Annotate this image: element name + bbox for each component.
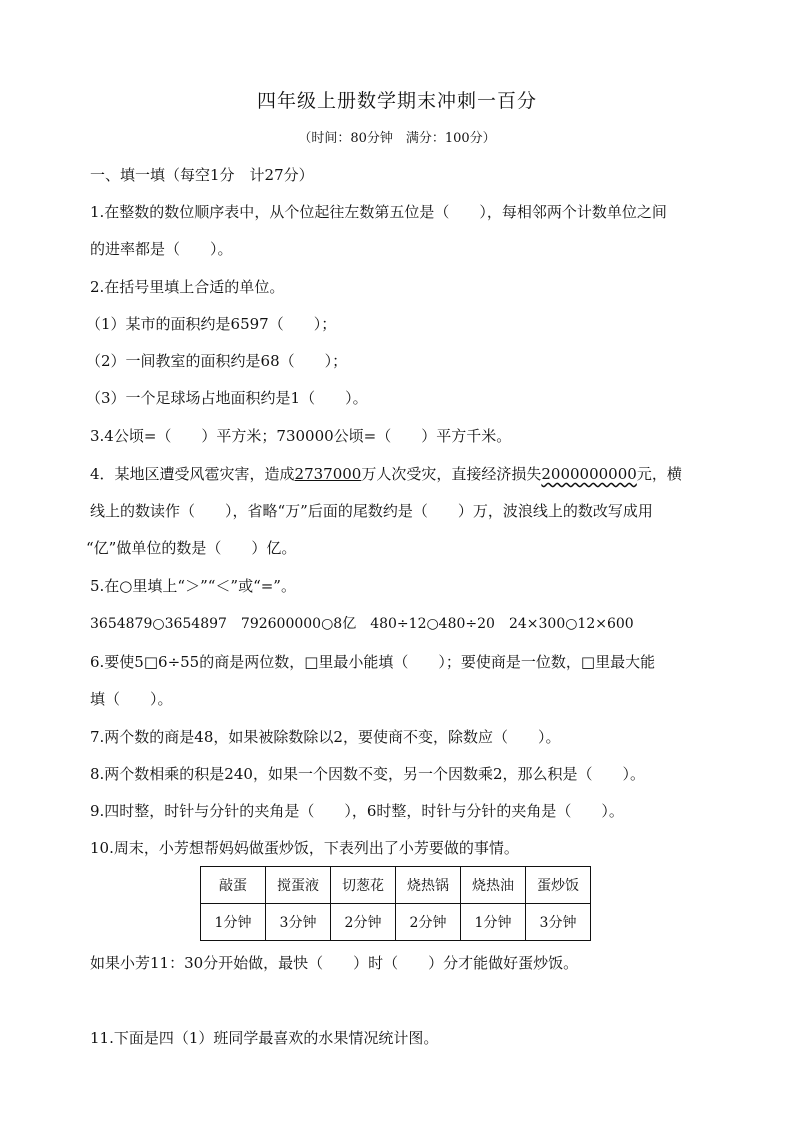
question-1-line-2: 的进率都是（ ）。 [90,240,233,258]
time-cell: 2分钟 [396,904,461,941]
page-title: 四年级上册数学期末冲刺一百分 [256,90,537,112]
table-row [201,904,591,941]
question-2-item-2: （2）一间教室的面积约是68（ ）； [86,352,348,370]
underlined-number: 2737000 [294,465,362,483]
question-3-line-1: 3.4公顷=（ ）平方米；730000公顷=（ ）平方千米。 [90,427,512,445]
time-cell: 3分钟 [526,904,591,941]
question-1-line-1: 1.在整数的数位顺序表中，从个位起往左数第五位是（ ），每相邻两个计数单位之间 [90,203,667,221]
question-2-item-1: （1）某市的面积约是6597（ ）； [86,315,337,333]
time-cell: 3分钟 [266,904,331,941]
task-cell: 烧热油 [461,867,526,904]
question-10-line-1: 10.周末，小芳想帮妈妈做蛋炒饭，下表列出了小芳要做的事情。 [90,839,519,857]
time-cell: 1分钟 [461,904,526,941]
question-4-line-2: 线上的数读作（ ），省略“万”后面的尾数约是（ ）万，波浪线上的数改写成用 [90,502,653,520]
task-cell: 敲蛋 [201,867,266,904]
question-6-line-2: 填（ ）。 [90,690,173,708]
wavy-underlined-number: 2000000000 [541,465,637,483]
task-cell: 烧热锅 [396,867,461,904]
question-4-line-3: “亿”做单位的数是（ ）亿。 [86,539,297,557]
question-4-text-c: 元，横 [636,465,682,483]
question-5-items: 3654879○3654897 792600000○8亿 480÷12○480÷20 24×300○12×600 [90,616,634,632]
question-7-line-1: 7.两个数的商是48，如果被除数除以2，要使商不变，除数应（ ）。 [90,728,561,746]
question-2-title: 2.在括号里填上合适的单位。 [90,278,285,296]
page-subtitle: （时间：80分钟 满分：100分） [298,131,496,146]
question-6-line-1: 6.要使5□6÷55的商是两位数，□里最小能填（ ）；要使商是一位数，□里最大能 [90,653,656,671]
question-4-text-b: 万人次受灾，直接经济损失 [361,465,542,483]
section-heading: 一、填一填（每空1分 计27分） [90,166,314,184]
question-11-line-1: 11.下面是四（1）班同学最喜欢的水果情况统计图。 [90,1029,439,1047]
question-9-line-1: 9.四时整，时针与分针的夹角是（ ），6时整，时针与分针的夹角是（ ）。 [90,802,624,820]
question-2-item-3: （3）一个足球场占地面积约是1（ ）。 [86,389,368,407]
task-cell: 蛋炒饭 [526,867,591,904]
question-4-text-a: 4．某地区遭受风雹灾害，造成 [90,465,295,483]
task-cell: 切葱花 [331,867,396,904]
question-10-line-2: 如果小芳11：30分开始做，最快（ ）时（ ）分才能做好蛋炒饭。 [90,954,579,972]
task-cell: 搅蛋液 [266,867,331,904]
question-4-line-1 [90,463,682,484]
cooking-steps-table [200,866,591,941]
time-cell: 1分钟 [201,904,266,941]
question-8-line-1: 8.两个数相乘的积是240，如果一个因数不变，另一个因数乘2，那么积是（ ）。 [90,765,645,783]
table-row [201,867,591,904]
time-cell: 2分钟 [331,904,396,941]
question-5-title: 5.在○里填上“＞”“＜”或“=”。 [90,577,296,595]
